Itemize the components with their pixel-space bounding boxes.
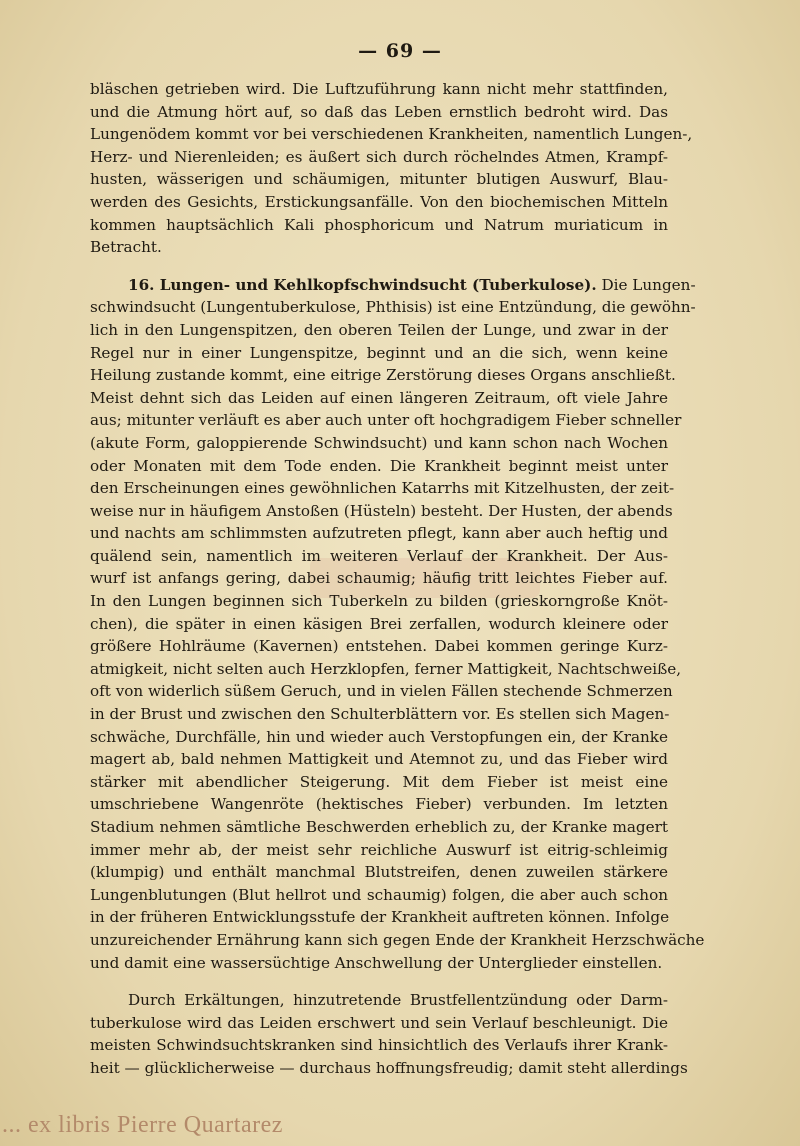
ex-libris-footer: ... ex libris Pierre Quartarez [2,1112,283,1138]
heading-line [90,274,696,297]
page-number: — 69 — [358,40,442,62]
text-line: größere Hohlräume (Kavernen) entstehen. Dabei kommen geringe Kurz- [90,637,668,656]
text-line: und damit eine wassersüchtige Anschwellung der Unterglieder einstellen. [90,953,663,972]
text-line: bläschen getrieben wird. Die Luftzuführung kann nicht mehr stattfinden, [90,80,668,98]
text-line: heit — glücklicherweise — durchaus hoffnungsfreudig; damit steht allerdings [90,1058,688,1077]
text-line: oft von widerlich süßem Geruch, und in vielen Fällen stechende Schmerzen [90,682,673,701]
text-line: Meist dehnt sich das Leiden auf einen längeren Zeitraum, oft viele Jahre [90,388,668,407]
text-line: werden des Gesichts, Erstickungsanfälle. Von den biochemischen Mitteln [90,192,668,211]
paragraph-tuberculosis [90,274,705,974]
text-line: stärker mit abendlicher Steigerung. Mit dem Fieber ist meist eine [90,772,668,791]
text-line: magert ab, bald nehmen Mattigkeit und Atemnot zu, und das Fieber wird [90,750,668,769]
text-line: unzureichender Ernährung kann sich gegen Ende der Krankheit Herzschwäche [90,930,705,949]
text-line: in der Brust und zwischen den Schulterblättern vor. Es stellen sich Magen- [90,705,670,724]
text-line: Betracht. [90,238,162,257]
text-line: wurf ist anfangs gering, dabei schaumig; häufig tritt leichtes Fieber auf. [90,569,668,588]
paragraph-lung-edema [90,78,693,259]
text-line: aus; mitunter verläuft es aber auch unter oft hochgradigem Fieber schneller [90,411,682,430]
text-line: weise nur in häufigem Anstoßen (Hüsteln) besteht. Der Husten, der abends [90,501,673,520]
text-line: Lungenödem kommt vor bei verschiedenen Krankheiten, namentlich Lungen-, [90,125,693,144]
text-line: schwäche, Durchfälle, hin und wieder auch Verstopfungen ein, der Kranke [90,727,668,746]
text-line: Regel nur in einer Lungenspitze, beginnt und an die sich, wenn keine [90,343,668,362]
heading-line-rest: Die Lungen- [601,275,696,294]
text-line: In den Lungen beginnen sich Tuberkeln zu bilden (grieskorngroße Knöt- [90,592,668,611]
text-line: quälend sein, namentlich im weiteren Verlauf der Krankheit. Der Aus- [90,546,668,565]
text-line: schwindsucht (Lungentuberkulose, Phthisis) ist eine Entzündung, die gewöhn- [90,298,696,317]
text-line: und nachts am schlimmsten aufzutreten pflegt, kann aber auch heftig und [90,524,668,543]
text-line: in der früheren Entwicklungsstufe der Krankheit auftreten können. Infolge [90,908,670,927]
text-line: chen), die später in einen käsigen Brei zerfallen, wodurch kleinere oder [90,614,668,633]
text-line: umschriebene Wangenröte (hektisches Fieber) verbunden. Im letzten [90,795,668,814]
text-line: (akute Form, galoppierende Schwindsucht) und kann schon nach Wochen [90,433,668,452]
page-body [90,78,705,1095]
text-line: Herz- und Nierenleiden; es äußert sich durch röchelndes Atmen, Krampf- [90,147,668,166]
text-line: Stadium nehmen sämtliche Beschwerden erheblich zu, der Kranke magert [90,818,668,836]
text-line: und die Atmung hört auf, so daß das Leben ernstlich bedroht wird. Das [90,102,668,121]
text-line: atmigkeit, nicht selten auch Herzklopfen, ferner Mattigkeit, Nachtschweiße, [90,659,682,678]
text-line: tuberkulose wird das Leiden erschwert und sein Verlauf beschleunigt. Die [90,1013,668,1032]
text-line: oder Monaten mit dem Tode enden. Die Krankheit beginnt meist unter [90,456,668,475]
text-line: immer mehr ab, der meist sehr reichliche Auswurf ist eitrig-schleimig [90,840,668,859]
paragraph-complications [90,989,688,1079]
text-line: (klumpig) und enthält manchmal Blutstreifen, denen zuweilen stärkere [90,863,668,882]
text-line: lich in den Lungenspitzen, den oberen Teilen der Lunge, und zwar in der [90,320,668,339]
text-line: husten, wässerigen und schäumigen, mitunter blutigen Auswurf, Blau- [90,170,668,189]
text-line: Heilung zustande kommt, eine eitrige Zerstörung dieses Organs anschließt. [90,366,676,385]
section-heading: 16. Lungen- und Kehlkopfschwindsucht (Tuberkulose). [128,275,597,294]
text-line: Durch Erkältungen, hinzutretende Brustfellentzündung oder Darm- [128,991,668,1010]
text-line: kommen hauptsächlich Kali phosphoricum und Natrum muriaticum in [90,215,668,234]
text-line: Lungenblutungen (Blut hellrot und schaumig) folgen, die aber auch schon [90,885,668,904]
text-line: meisten Schwindsuchtskranken sind hinsichtlich des Verlaufs ihrer Krank- [90,1036,668,1055]
text-line: den Erscheinungen eines gewöhnlichen Katarrhs mit Kitzelhusten, der zeit- [90,479,675,498]
